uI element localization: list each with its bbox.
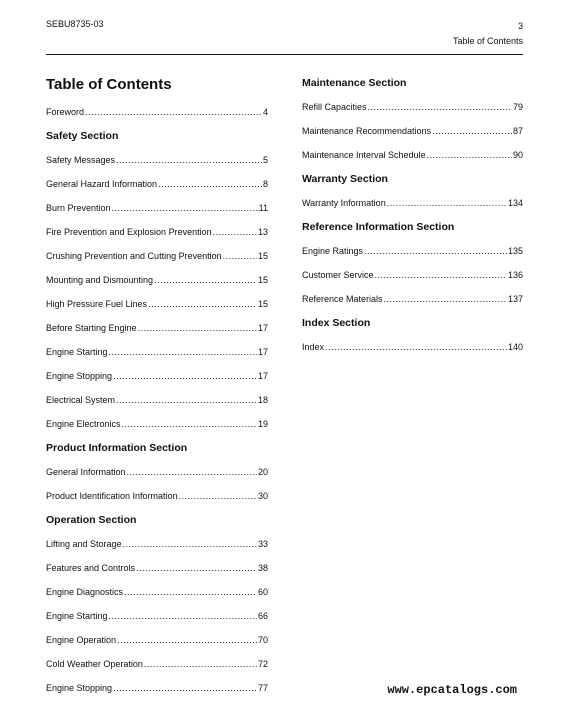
entry-label: Safety Messages (46, 155, 116, 165)
entry-label: Refill Capacities (302, 102, 367, 112)
leader-dots (148, 297, 257, 321)
section-title-reference-information: Reference Information Section (302, 221, 455, 233)
toc-entry[interactable] (46, 369, 268, 393)
entry-page: 136 (507, 270, 523, 280)
leader-dots (432, 124, 512, 148)
toc-entry[interactable] (46, 177, 268, 201)
entry-label: Engine Electronics (46, 419, 121, 429)
entry-page: 79 (512, 102, 523, 112)
entry-label: Engine Starting (46, 347, 108, 357)
entry-label: Lifting and Storage (46, 539, 122, 549)
entry-label: High Pressure Fuel Lines (46, 299, 148, 309)
entry-label: Engine Stopping (46, 371, 113, 381)
leader-dots (113, 369, 257, 393)
entry-page: 87 (512, 126, 523, 136)
leader-dots (387, 196, 507, 220)
entry-label: Warranty Information (302, 198, 386, 208)
section-title-safety: Safety Section (46, 130, 119, 142)
leader-dots (138, 321, 257, 345)
entry-page: 5 (262, 155, 268, 165)
entry-page: 137 (507, 294, 523, 304)
entry-label: Index (302, 342, 325, 352)
entry-page: 66 (257, 611, 268, 621)
section-title-operation: Operation Section (46, 514, 137, 526)
toc-title: Table of Contents (46, 76, 172, 93)
entry-page: 134 (507, 198, 523, 208)
toc-entry[interactable] (46, 585, 268, 609)
leader-dots (364, 244, 507, 268)
leader-dots (213, 225, 257, 249)
leader-dots (109, 345, 257, 369)
leader-dots (325, 340, 507, 364)
leader-dots (123, 537, 257, 561)
watermark-url: www.epcatalogs.com (387, 683, 517, 697)
entry-label: Crushing Prevention and Cutting Prevention (46, 251, 222, 261)
entry-page: 140 (507, 342, 523, 352)
toc-entry[interactable] (302, 268, 523, 292)
entry-page: 15 (257, 251, 268, 261)
header-rule (46, 54, 523, 55)
section-title-product-information: Product Information Section (46, 442, 188, 454)
entry-label: Fire Prevention and Explosion Prevention (46, 227, 212, 237)
toc-entry[interactable] (46, 249, 268, 273)
leader-dots (158, 177, 262, 201)
entry-label: Mounting and Dismounting (46, 275, 154, 285)
toc-entry[interactable] (46, 633, 268, 657)
leader-dots (154, 273, 257, 297)
toc-entry[interactable] (46, 681, 268, 705)
entry-page: 90 (512, 150, 523, 160)
toc-entry[interactable] (46, 657, 268, 681)
toc-entry[interactable] (46, 489, 268, 513)
leader-dots (112, 201, 258, 225)
leader-dots (375, 268, 507, 292)
leader-dots (136, 561, 257, 585)
toc-entry-foreword[interactable] (46, 105, 268, 129)
entry-label: Before Starting Engine (46, 323, 137, 333)
entry-label: Engine Diagnostics (46, 587, 124, 597)
entry-page: 15 (257, 275, 268, 285)
entry-label: Cold Weather Operation (46, 659, 143, 669)
entry-page: 33 (257, 539, 268, 549)
leader-dots (384, 292, 507, 316)
entry-page: 72 (257, 659, 268, 669)
entry-page: 38 (257, 563, 268, 573)
section-title-warranty: Warranty Section (302, 173, 388, 185)
toc-entry[interactable] (46, 345, 268, 369)
section-title-maintenance: Maintenance Section (302, 77, 407, 89)
entry-page: 30 (257, 491, 268, 501)
leader-dots (116, 153, 262, 177)
toc-left-column (46, 76, 268, 705)
toc-entry[interactable] (302, 100, 523, 124)
entry-page: 70 (257, 635, 268, 645)
leader-dots (179, 489, 257, 513)
entry-page: 19 (257, 419, 268, 429)
entry-page: 18 (257, 395, 268, 405)
running-title: Table of Contents (452, 36, 523, 46)
entry-label: Reference Materials (302, 294, 383, 304)
leader-dots (124, 585, 257, 609)
toc-entry[interactable] (302, 124, 523, 148)
entry-label: Electrical System (46, 395, 116, 405)
toc-right-column (302, 76, 523, 364)
toc-entry[interactable] (46, 465, 268, 489)
entry-page: 4 (262, 107, 268, 117)
section-title-index: Index Section (302, 317, 371, 329)
toc-entry[interactable] (46, 393, 268, 417)
entry-page: 8 (262, 179, 268, 189)
entry-label: Features and Controls (46, 563, 136, 573)
entry-label: Engine Ratings (302, 246, 364, 256)
entry-label: Burn Prevention (46, 203, 111, 213)
toc-entry[interactable] (302, 244, 523, 268)
entry-page: 17 (257, 371, 268, 381)
toc-entry[interactable] (46, 297, 268, 321)
toc-entry[interactable] (302, 196, 523, 220)
leader-dots (113, 681, 257, 705)
document-id: SEBU8735-03 (46, 19, 104, 29)
toc-entry[interactable] (46, 225, 268, 249)
entry-page: 17 (257, 347, 268, 357)
page-header (453, 19, 523, 49)
leader-dots (368, 100, 512, 124)
entry-label: Foreword (46, 107, 85, 117)
toc-entry[interactable] (302, 148, 523, 172)
leader-dots (223, 249, 257, 273)
entry-page: 135 (507, 246, 523, 256)
page-number: 3 (517, 21, 523, 31)
leader-dots (144, 657, 257, 681)
entry-label: Engine Stopping (46, 683, 113, 693)
entry-label: Maintenance Interval Schedule (302, 150, 426, 160)
entry-page: 60 (257, 587, 268, 597)
leader-dots (427, 148, 512, 172)
toc-entry[interactable] (302, 292, 523, 316)
entry-page: 17 (257, 323, 268, 333)
leader-dots (85, 105, 262, 129)
entry-label: Product Identification Information (46, 491, 178, 501)
entry-page: 11 (258, 203, 268, 213)
entry-label: General Hazard Information (46, 179, 158, 189)
toc-entry[interactable] (302, 340, 523, 364)
entry-page: 15 (257, 299, 268, 309)
toc-entry[interactable] (46, 153, 268, 177)
toc-entry[interactable] (46, 273, 268, 297)
leader-dots (116, 393, 257, 417)
entry-label: Customer Service (302, 270, 374, 280)
entry-page: 20 (257, 467, 268, 477)
leader-dots (127, 465, 257, 489)
leader-dots (117, 633, 257, 657)
leader-dots (122, 417, 257, 441)
entry-page: 13 (257, 227, 268, 237)
toc-entry[interactable] (46, 537, 268, 561)
entry-label: General Information (46, 467, 126, 477)
leader-dots (109, 609, 257, 633)
entry-page: 77 (257, 683, 268, 693)
toc-entry[interactable] (46, 321, 268, 345)
entry-label: Engine Starting (46, 611, 108, 621)
toc-entry[interactable] (46, 609, 268, 633)
entry-label: Engine Operation (46, 635, 117, 645)
toc-entry[interactable] (46, 201, 268, 225)
toc-entry[interactable] (46, 417, 268, 441)
toc-entry[interactable] (46, 561, 268, 585)
entry-label: Maintenance Recommendations (302, 126, 432, 136)
